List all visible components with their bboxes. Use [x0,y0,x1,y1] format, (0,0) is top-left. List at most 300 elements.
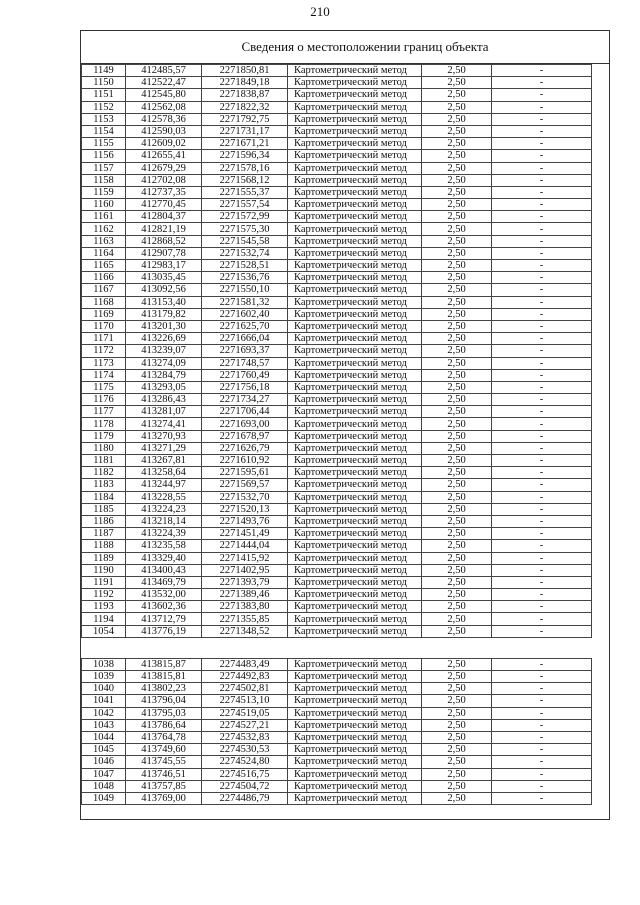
point-number-cell: 1044 [82,731,126,743]
x-coordinate-cell: 413239,07 [126,345,202,357]
description-cell: - [492,719,592,731]
y-coordinate-cell: 2274519,05 [202,707,288,719]
y-coordinate-cell: 2271402,95 [202,564,288,576]
description-cell: - [492,162,592,174]
x-coordinate-cell: 413226,69 [126,333,202,345]
table-row [82,223,592,235]
y-coordinate-cell: 2271569,57 [202,479,288,491]
y-coordinate-cell: 2271555,37 [202,186,288,198]
x-coordinate-cell: 412983,17 [126,260,202,272]
y-coordinate-cell: 2271532,70 [202,491,288,503]
description-cell: - [492,125,592,137]
y-coordinate-cell: 2274483,49 [202,658,288,670]
precision-cell: 2,50 [422,357,492,369]
point-number-cell: 1155 [82,138,126,150]
description-cell: - [492,601,592,613]
description-cell: - [492,467,592,479]
precision-cell: 2,50 [422,260,492,272]
precision-cell: 2,50 [422,345,492,357]
precision-cell: 2,50 [422,235,492,247]
point-number-cell: 1183 [82,479,126,491]
y-coordinate-cell: 2271415,92 [202,552,288,564]
point-number-cell: 1193 [82,601,126,613]
precision-cell: 2,50 [422,601,492,613]
precision-cell: 2,50 [422,284,492,296]
point-number-cell: 1160 [82,199,126,211]
method-cell: Картометрический метод [288,260,422,272]
description-cell: - [492,613,592,625]
table-row [82,467,592,479]
table-row [82,101,592,113]
table-row [82,430,592,442]
description-cell: - [492,150,592,162]
point-number-cell: 1048 [82,780,126,792]
table-row [82,455,592,467]
precision-cell: 2,50 [422,199,492,211]
precision-cell: 2,50 [422,272,492,284]
precision-cell: 2,50 [422,394,492,406]
description-cell: - [492,625,592,637]
method-cell: Картометрический метод [288,430,422,442]
y-coordinate-cell: 2271610,92 [202,455,288,467]
method-cell: Картометрический метод [288,540,422,552]
x-coordinate-cell: 412562,08 [126,101,202,113]
y-coordinate-cell: 2274524,80 [202,756,288,768]
method-cell: Картометрический метод [288,792,422,804]
method-cell: Картометрический метод [288,394,422,406]
precision-cell: 2,50 [422,792,492,804]
x-coordinate-cell: 413815,87 [126,658,202,670]
precision-cell: 2,50 [422,528,492,540]
method-cell: Картометрический метод [288,744,422,756]
x-coordinate-cell: 412655,41 [126,150,202,162]
precision-cell: 2,50 [422,138,492,150]
precision-cell: 2,50 [422,491,492,503]
description-cell: - [492,369,592,381]
table-row [82,174,592,186]
method-cell: Картометрический метод [288,345,422,357]
x-coordinate-cell: 413802,23 [126,683,202,695]
precision-cell: 2,50 [422,211,492,223]
method-cell: Картометрический метод [288,369,422,381]
x-coordinate-cell: 413769,00 [126,792,202,804]
table-row [82,394,592,406]
method-cell: Картометрический метод [288,418,422,430]
table-row [82,357,592,369]
description-cell: - [492,671,592,683]
y-coordinate-cell: 2274492,83 [202,671,288,683]
point-number-cell: 1166 [82,272,126,284]
x-coordinate-cell: 412907,78 [126,247,202,259]
description-cell: - [492,731,592,743]
y-coordinate-cell: 2271536,76 [202,272,288,284]
point-number-cell: 1174 [82,369,126,381]
description-cell: - [492,211,592,223]
precision-cell: 2,50 [422,296,492,308]
table-row [82,768,592,780]
precision-cell: 2,50 [422,65,492,77]
table-row [82,707,592,719]
table-row [82,138,592,150]
x-coordinate-cell: 412702,08 [126,174,202,186]
x-coordinate-cell: 413228,55 [126,491,202,503]
precision-cell: 2,50 [422,223,492,235]
table-row [82,272,592,284]
method-cell: Картометрический метод [288,719,422,731]
x-coordinate-cell: 413795,03 [126,707,202,719]
method-cell: Картометрический метод [288,235,422,247]
table-row [82,528,592,540]
separator-cell [492,637,592,658]
point-number-cell: 1170 [82,320,126,332]
table-row [82,113,592,125]
method-cell: Картометрический метод [288,658,422,670]
x-coordinate-cell: 412590,03 [126,125,202,137]
table-row [82,65,592,77]
precision-cell: 2,50 [422,186,492,198]
y-coordinate-cell: 2271760,49 [202,369,288,381]
point-number-cell: 1162 [82,223,126,235]
x-coordinate-cell: 413776,19 [126,625,202,637]
description-cell: - [492,756,592,768]
point-number-cell: 1153 [82,113,126,125]
point-number-cell: 1152 [82,101,126,113]
description-cell: - [492,138,592,150]
precision-cell: 2,50 [422,576,492,588]
precision-cell: 2,50 [422,174,492,186]
y-coordinate-cell: 2274513,10 [202,695,288,707]
y-coordinate-cell: 2271550,10 [202,284,288,296]
x-coordinate-cell: 413400,43 [126,564,202,576]
point-number-cell: 1049 [82,792,126,804]
x-coordinate-cell: 413757,85 [126,780,202,792]
table-row [82,418,592,430]
point-number-cell: 1158 [82,174,126,186]
precision-cell: 2,50 [422,744,492,756]
method-cell: Картометрический метод [288,625,422,637]
precision-cell: 2,50 [422,768,492,780]
y-coordinate-cell: 2271355,85 [202,613,288,625]
x-coordinate-cell: 413274,09 [126,357,202,369]
x-coordinate-cell: 412868,52 [126,235,202,247]
table-row [82,683,592,695]
point-number-cell: 1159 [82,186,126,198]
description-cell: - [492,589,592,601]
description-cell: - [492,552,592,564]
precision-cell: 2,50 [422,101,492,113]
description-cell: - [492,186,592,198]
x-coordinate-cell: 413602,36 [126,601,202,613]
description-cell: - [492,564,592,576]
y-coordinate-cell: 2271822,32 [202,101,288,113]
precision-cell: 2,50 [422,150,492,162]
method-cell: Картометрический метод [288,768,422,780]
point-number-cell: 1180 [82,442,126,454]
table-row [82,589,592,601]
precision-cell: 2,50 [422,564,492,576]
y-coordinate-cell: 2271671,21 [202,138,288,150]
description-cell: - [492,491,592,503]
table-row [82,625,592,637]
table-row [82,515,592,527]
description-cell: - [492,576,592,588]
y-coordinate-cell: 2271393,79 [202,576,288,588]
separator-cell [126,637,202,658]
method-cell: Картометрический метод [288,515,422,527]
method-cell: Картометрический метод [288,780,422,792]
x-coordinate-cell: 413745,55 [126,756,202,768]
table-row [82,731,592,743]
description-cell: - [492,247,592,259]
x-coordinate-cell: 413712,79 [126,613,202,625]
table-row [82,150,592,162]
description-cell: - [492,455,592,467]
y-coordinate-cell: 2271625,70 [202,320,288,332]
method-cell: Картометрический метод [288,199,422,211]
x-coordinate-cell: 413235,58 [126,540,202,552]
y-coordinate-cell: 2271706,44 [202,406,288,418]
x-coordinate-cell: 413746,51 [126,768,202,780]
description-cell: - [492,89,592,101]
table-row [82,186,592,198]
x-coordinate-cell: 413329,40 [126,552,202,564]
y-coordinate-cell: 2271575,30 [202,223,288,235]
description-cell: - [492,768,592,780]
y-coordinate-cell: 2271595,61 [202,467,288,479]
description-cell: - [492,695,592,707]
precision-cell: 2,50 [422,442,492,454]
precision-cell: 2,50 [422,671,492,683]
description-cell: - [492,503,592,515]
description-cell: - [492,418,592,430]
precision-cell: 2,50 [422,455,492,467]
point-number-cell: 1046 [82,756,126,768]
description-cell: - [492,308,592,320]
y-coordinate-cell: 2274530,53 [202,744,288,756]
table-row [82,564,592,576]
precision-cell: 2,50 [422,589,492,601]
precision-cell: 2,50 [422,503,492,515]
point-number-cell: 1179 [82,430,126,442]
y-coordinate-cell: 2271389,46 [202,589,288,601]
table-row [82,247,592,259]
point-number-cell: 1038 [82,658,126,670]
precision-cell: 2,50 [422,77,492,89]
x-coordinate-cell: 412679,29 [126,162,202,174]
method-cell: Картометрический метод [288,442,422,454]
point-number-cell: 1164 [82,247,126,259]
y-coordinate-cell: 2271693,37 [202,345,288,357]
y-coordinate-cell: 2271568,12 [202,174,288,186]
point-number-cell: 1157 [82,162,126,174]
point-number-cell: 1185 [82,503,126,515]
table-row [82,601,592,613]
x-coordinate-cell: 413270,93 [126,430,202,442]
method-cell: Картометрический метод [288,150,422,162]
table-row [82,77,592,89]
table-row [82,552,592,564]
y-coordinate-cell: 2271528,51 [202,260,288,272]
x-coordinate-cell: 413153,40 [126,296,202,308]
method-cell: Картометрический метод [288,211,422,223]
method-cell: Картометрический метод [288,564,422,576]
y-coordinate-cell: 2271602,40 [202,308,288,320]
x-coordinate-cell: 412578,36 [126,113,202,125]
precision-cell: 2,50 [422,320,492,332]
y-coordinate-cell: 2271748,57 [202,357,288,369]
x-coordinate-cell: 412737,35 [126,186,202,198]
description-cell: - [492,658,592,670]
description-cell: - [492,707,592,719]
point-number-cell: 1186 [82,515,126,527]
description-cell: - [492,320,592,332]
y-coordinate-cell: 2271596,34 [202,150,288,162]
y-coordinate-cell: 2271756,18 [202,381,288,393]
point-number-cell: 1163 [82,235,126,247]
precision-cell: 2,50 [422,333,492,345]
point-number-cell: 1043 [82,719,126,731]
table-row [82,296,592,308]
precision-cell: 2,50 [422,467,492,479]
y-coordinate-cell: 2271493,76 [202,515,288,527]
y-coordinate-cell: 2271572,99 [202,211,288,223]
point-number-cell: 1040 [82,683,126,695]
x-coordinate-cell: 413224,23 [126,503,202,515]
precision-cell: 2,50 [422,695,492,707]
description-cell: - [492,540,592,552]
description-cell: - [492,394,592,406]
description-cell: - [492,296,592,308]
precision-cell: 2,50 [422,552,492,564]
table-row [82,235,592,247]
y-coordinate-cell: 2271545,58 [202,235,288,247]
method-cell: Картометрический метод [288,467,422,479]
x-coordinate-cell: 413764,78 [126,731,202,743]
x-coordinate-cell: 413281,07 [126,406,202,418]
table-row [82,658,592,670]
x-coordinate-cell: 413286,43 [126,394,202,406]
description-cell: - [492,333,592,345]
method-cell: Картометрический метод [288,479,422,491]
point-number-cell: 1173 [82,357,126,369]
method-cell: Картометрический метод [288,576,422,588]
point-number-cell: 1189 [82,552,126,564]
method-cell: Картометрический метод [288,528,422,540]
method-cell: Картометрический метод [288,491,422,503]
description-cell: - [492,77,592,89]
description-cell: - [492,780,592,792]
table-row [82,744,592,756]
precision-cell: 2,50 [422,247,492,259]
description-cell: - [492,442,592,454]
x-coordinate-cell: 412522,47 [126,77,202,89]
x-coordinate-cell: 412485,57 [126,65,202,77]
point-number-cell: 1182 [82,467,126,479]
precision-cell: 2,50 [422,719,492,731]
point-number-cell: 1187 [82,528,126,540]
method-cell: Картометрический метод [288,613,422,625]
method-cell: Картометрический метод [288,601,422,613]
y-coordinate-cell: 2271666,04 [202,333,288,345]
table-title: Сведения о местоположении границ объекта [81,31,609,64]
x-coordinate-cell: 413244,97 [126,479,202,491]
method-cell: Картометрический метод [288,284,422,296]
point-number-cell: 1054 [82,625,126,637]
table-row [82,333,592,345]
precision-cell: 2,50 [422,707,492,719]
description-cell: - [492,683,592,695]
point-number-cell: 1039 [82,671,126,683]
x-coordinate-cell: 413258,64 [126,467,202,479]
point-number-cell: 1165 [82,260,126,272]
point-number-cell: 1154 [82,125,126,137]
point-number-cell: 1177 [82,406,126,418]
description-cell: - [492,223,592,235]
x-coordinate-cell: 413271,29 [126,442,202,454]
method-cell: Картометрический метод [288,320,422,332]
method-cell: Картометрический метод [288,296,422,308]
table-row [82,199,592,211]
table-row [82,442,592,454]
point-number-cell: 1169 [82,308,126,320]
y-coordinate-cell: 2271792,75 [202,113,288,125]
y-coordinate-cell: 2271348,52 [202,625,288,637]
point-number-cell: 1175 [82,381,126,393]
x-coordinate-cell: 413179,82 [126,308,202,320]
x-coordinate-cell: 413469,79 [126,576,202,588]
method-cell: Картометрический метод [288,381,422,393]
precision-cell: 2,50 [422,613,492,625]
table-row [82,671,592,683]
x-coordinate-cell: 413815,81 [126,671,202,683]
table-row [82,284,592,296]
method-cell: Картометрический метод [288,589,422,601]
y-coordinate-cell: 2274527,21 [202,719,288,731]
description-cell: - [492,174,592,186]
y-coordinate-cell: 2274502,81 [202,683,288,695]
method-cell: Картометрический метод [288,683,422,695]
description-cell: - [492,199,592,211]
description-cell: - [492,113,592,125]
point-number-cell: 1172 [82,345,126,357]
point-number-cell: 1184 [82,491,126,503]
method-cell: Картометрический метод [288,671,422,683]
boundary-table-frame [80,30,610,820]
point-number-cell: 1047 [82,768,126,780]
point-number-cell: 1191 [82,576,126,588]
table-row [82,406,592,418]
method-cell: Картометрический метод [288,138,422,150]
description-cell: - [492,65,592,77]
y-coordinate-cell: 2274532,83 [202,731,288,743]
y-coordinate-cell: 2274516,75 [202,768,288,780]
method-cell: Картометрический метод [288,223,422,235]
x-coordinate-cell: 412804,37 [126,211,202,223]
description-cell: - [492,381,592,393]
table-row [82,125,592,137]
point-number-cell: 1168 [82,296,126,308]
x-coordinate-cell: 413092,56 [126,284,202,296]
section-separator-row [82,637,592,658]
method-cell: Картометрический метод [288,113,422,125]
point-number-cell: 1149 [82,65,126,77]
x-coordinate-cell: 413749,60 [126,744,202,756]
table-row [82,369,592,381]
description-cell: - [492,515,592,527]
table-row [82,89,592,101]
point-number-cell: 1178 [82,418,126,430]
description-cell: - [492,272,592,284]
